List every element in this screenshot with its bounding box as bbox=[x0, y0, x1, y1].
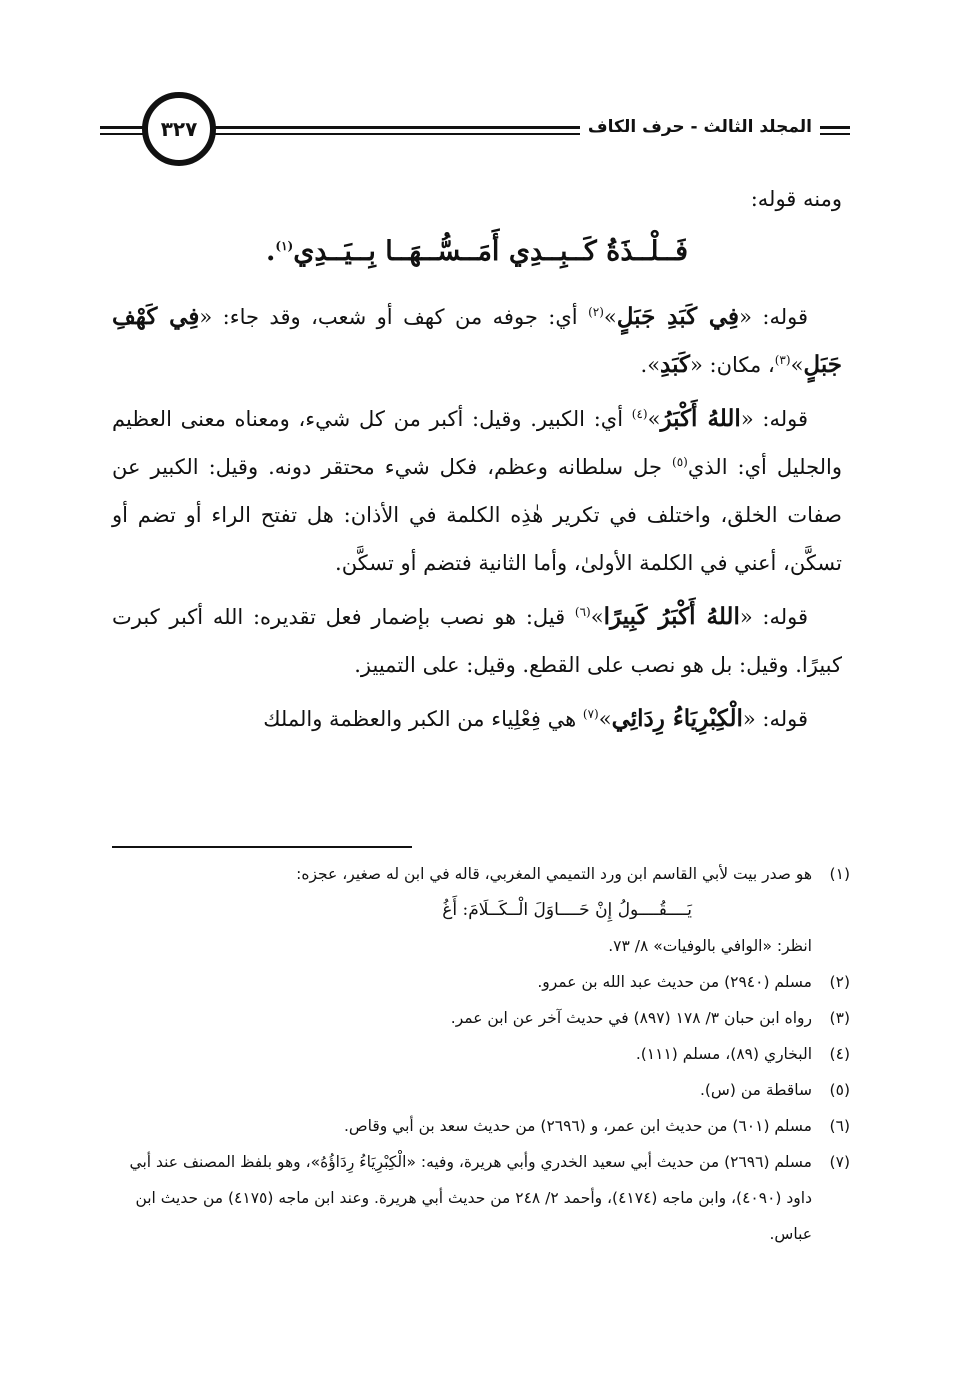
footnote-number: (٥) bbox=[829, 1081, 850, 1099]
text-run: قيل: هو نصب بإضمار فعل تقديره: الله أكبر كبرت كبيرًا. وقيل: بل هو نصب على القطع. وقيل: على التمييز. bbox=[112, 605, 842, 677]
quoted-phrase: اللهُ أَكْبَرُ كَبِيرًا bbox=[603, 603, 740, 630]
footnote-ref: (٤) bbox=[631, 407, 648, 421]
footnote-text: البخاري (٨٩)، مسلم (١١١). bbox=[635, 1045, 812, 1063]
paragraph bbox=[112, 293, 842, 389]
text-run: أي: الكبير. وقيل: أكبر من كل شيء، ومعناه معنى العظيم والجليل أي: الذي bbox=[112, 407, 842, 479]
footnote-number: (٣) bbox=[829, 1009, 850, 1027]
footnote-number: (٧) bbox=[829, 1153, 850, 1171]
running-title: المجلد الثالث - حرف الكاف bbox=[580, 114, 820, 140]
text-run: » bbox=[790, 353, 804, 377]
footnote-number: (٢) bbox=[829, 973, 850, 991]
text-run: قوله: « bbox=[739, 305, 808, 329]
footnote-ref: (١) bbox=[275, 239, 294, 253]
footnotes bbox=[112, 856, 850, 1252]
text-run: » bbox=[647, 407, 661, 431]
footnote-text: ساقطة من (س). bbox=[699, 1081, 812, 1099]
footnote bbox=[112, 1000, 850, 1036]
paragraph bbox=[112, 395, 842, 587]
footnote-number: (٦) bbox=[829, 1117, 850, 1135]
verse-line: فَــلْــذَةُ كَــبِــدِي أَمَــسُّــهَــا بِــيَــدِي$^{(١)}$. bbox=[266, 236, 688, 267]
footnote-text: مسلم (٢٩٤٠) من حديث عبد الله بن عمرو. bbox=[537, 973, 812, 991]
footnote-ref: (٢) bbox=[588, 305, 604, 319]
footnote bbox=[112, 1144, 850, 1252]
main-text bbox=[112, 293, 842, 749]
footnote-text: مسلم (٦٠١) من حديث ابن عمر، و (٢٦٩٦) من حديث سعد بن أبي وقاص. bbox=[343, 1117, 812, 1135]
footnote bbox=[112, 1108, 850, 1144]
quoted-phrase: كَبَدِ bbox=[660, 351, 691, 378]
quoted-phrase: فِي كَهْفِ جَبَلٍ bbox=[112, 303, 842, 378]
page-number-text: ٣٢٧ bbox=[160, 117, 198, 141]
quoted-phrase: الْكِبْرِيَاءُ رِدَائِي bbox=[611, 705, 743, 732]
quoted-phrase: اللهُ أَكْبَرُ bbox=[660, 405, 741, 432]
footnote-text: مسلم (٢٦٩٦) من حديث أبي سعيد الخدري وأبي هريرة، وفيه: «الْكِبْرِيَاءُ رِدَاؤُهُ»، وهو بلفظ المصنف عند أبي داود (٤٠٩٠)، وابن ماجه (٤١٧٤)، وأحمد ٢/ ٢٤٨ من حديث أبي هريرة. وعند ابن ماجه (٤١٧٥) من حديث ابن عباس. bbox=[129, 1153, 812, 1243]
text-run: جل سلطانه وعظم، فكل شيء محتقر دونه. وقيل: الكبير عن صفات الخلق، واختلف في تكرير هٰذِه الكلمة في الأذان: هل تفتح الراء أو تضم أو تسكَّن، أعني في الكلمة الأولىٰ، وأما الثانية فتضم أو تسكَّن. bbox=[112, 455, 842, 575]
text-run: قوله: « bbox=[739, 605, 808, 629]
footnote-hemistich: يَــــقُــــولُ إِنْ حَــــاوَلَ الْــكَــلَامَ: أَغُ bbox=[442, 900, 692, 920]
text-run: ». bbox=[640, 353, 661, 377]
text-run: » bbox=[598, 707, 612, 731]
footnote bbox=[112, 856, 850, 964]
text-run: قوله: « bbox=[742, 707, 808, 731]
footnote-text: رواه ابن حبان ٣/ ١٧٨ (٨٩٧) في حديث آخر عن ابن عمر. bbox=[450, 1009, 812, 1027]
footnote-text: هو صدر بيت لأبي القاسم ابن ورد التميمي المغربي، قاله في ابن له صغير، عجزه: bbox=[296, 865, 812, 883]
paragraph bbox=[112, 593, 842, 689]
text-run: ، مكان: « bbox=[690, 353, 775, 377]
verse-text: فَــلْــذَةُ كَــبِــدِي أَمَــسُّــهَــا بِــيَــدِي bbox=[293, 236, 688, 267]
text-run: » bbox=[603, 305, 617, 329]
paragraph bbox=[112, 695, 842, 743]
lead-in: ومنه قوله: bbox=[750, 187, 842, 211]
footnote-ref: (٣) bbox=[774, 353, 791, 367]
text-run: قوله: « bbox=[740, 407, 808, 431]
quoted-phrase: فِي كَبَدِ جَبَلٍ bbox=[616, 303, 740, 330]
footnote bbox=[112, 1036, 850, 1072]
text-run: أي: جوفه من كهف أو شعب، وقد جاء: « bbox=[199, 305, 589, 329]
footnote-number: (٤) bbox=[829, 1045, 850, 1063]
page-number bbox=[142, 92, 216, 166]
footnote-source: انظر: «الوافي بالوفيات» ٨/ ٧٣. bbox=[608, 937, 812, 955]
page-header bbox=[100, 92, 850, 172]
footnote bbox=[112, 1072, 850, 1108]
text-run: هي فِعْلِياء من الكبر والعظمة والملك bbox=[263, 707, 583, 731]
footnote bbox=[112, 964, 850, 1000]
footnote-separator bbox=[112, 846, 412, 848]
text-run: » bbox=[590, 605, 604, 629]
footnote-number: (١) bbox=[829, 865, 850, 883]
footnote-ref: (٧) bbox=[582, 707, 599, 721]
footnote-ref: (٥) bbox=[672, 455, 688, 469]
footnote-ref: (٦) bbox=[574, 605, 591, 619]
